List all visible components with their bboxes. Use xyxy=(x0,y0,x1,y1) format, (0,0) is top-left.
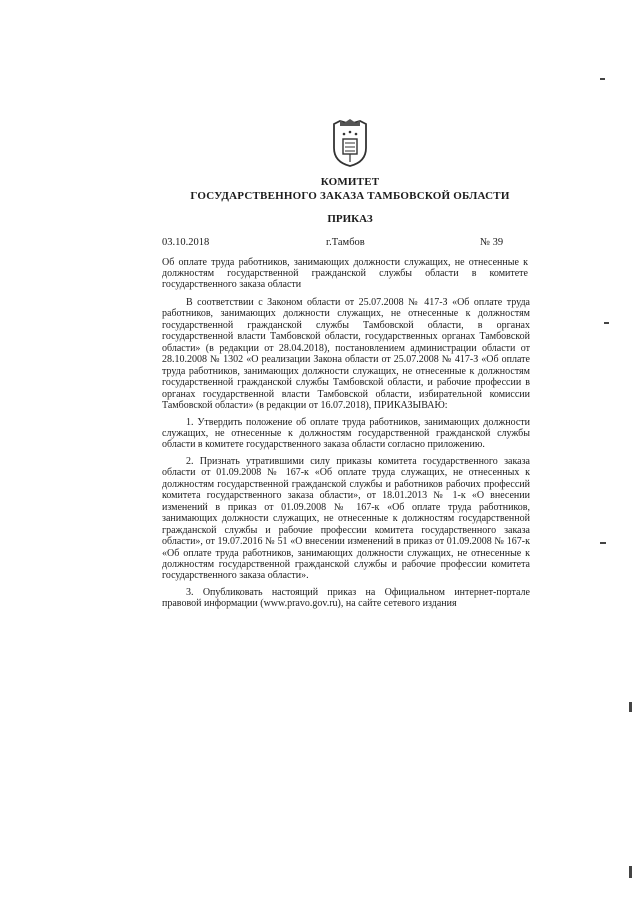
scan-mark xyxy=(600,78,605,80)
doc-type-title: ПРИКАЗ xyxy=(327,213,373,225)
org-title-line2: ГОСУДАРСТВЕННОГО ЗАКАЗА ТАМБОВСКОЙ ОБЛАСТИ xyxy=(190,190,510,202)
tambov-coat-of-arms-icon xyxy=(328,118,372,168)
scan-mark xyxy=(600,542,606,544)
scan-mark xyxy=(604,322,609,324)
item-1-paragraph: 1. Утвердить положение об оплате труда работников, занимающих должности служащих, не отнесенные к должностям государственной гражданской службы области в комитете государственного заказа области согласно приложению. xyxy=(162,416,530,451)
org-title-line1: КОМИТЕТ xyxy=(320,176,380,188)
order-date: 03.10.2018 xyxy=(162,237,210,248)
scan-mark xyxy=(629,866,632,878)
order-subject: Об оплате труда работников, занимающих должности служащих, не отнесенные к должностям государственной гражданской службы области в комитете государственного заказа области xyxy=(162,257,528,291)
scan-mark xyxy=(629,702,632,712)
item-3-paragraph: 3. Опубликовать настоящий приказ на Официальном интернет-портале правовой информации (www.pravo.gov.ru), на сайте сетевого издания xyxy=(162,586,530,610)
order-body xyxy=(162,297,530,615)
item-2-paragraph: 2. Признать утратившими силу приказы комитета государственного заказа области от 01.09.2008 № 167-к «Об оплате труда служащих, не отнесенных к должностям государственной гражданской службы и работников рабочих профессий комитета государственного заказа области», от 18.01.2013 № 1-к «О внесении изменений в приказ от 01.09.2008 № 167-к «Об оплате труда работников, занимающих должности служащих, не отнесенные к должностям государственной гражданской службы и рабочие профессии комитета государственного заказа области», от 19.07.2016 № 51 «О внесении изменений в приказ от 01.09.2008 № 167-к «Об оплате труда работников, занимающих должности служащих, не отнесенные к должностям государственной гражданской службы и рабочие профессии комитета государственного заказа области». xyxy=(162,455,530,582)
preamble-paragraph: В соответствии с Законом области от 25.07.2008 № 417-З «Об оплате труда работников, занимающих должности служащих, не отнесенные к должностям государственной гражданской службы Тамбовской области, в органах государственной власти Тамбовской области, государственных органах Тамбовской области» (в редакции от 28.04.2018), постановлением администрации области от 28.10.2008 № 1302 «О реализации Закона области от 25.07.2008 № 417-З «Об оплате труда работников, занимающих должности служащих, не отнесенные к должностям государственной гражданской службы Тамбовской области, и рабочие профессии в органах государственной власти Тамбовской области, избирательной комиссии Тамбовской области» (в редакции от 16.07.2018), ПРИКАЗЫВАЮ: xyxy=(162,297,530,412)
order-number: № 39 xyxy=(480,237,504,248)
order-city: г.Тамбов xyxy=(326,237,365,248)
